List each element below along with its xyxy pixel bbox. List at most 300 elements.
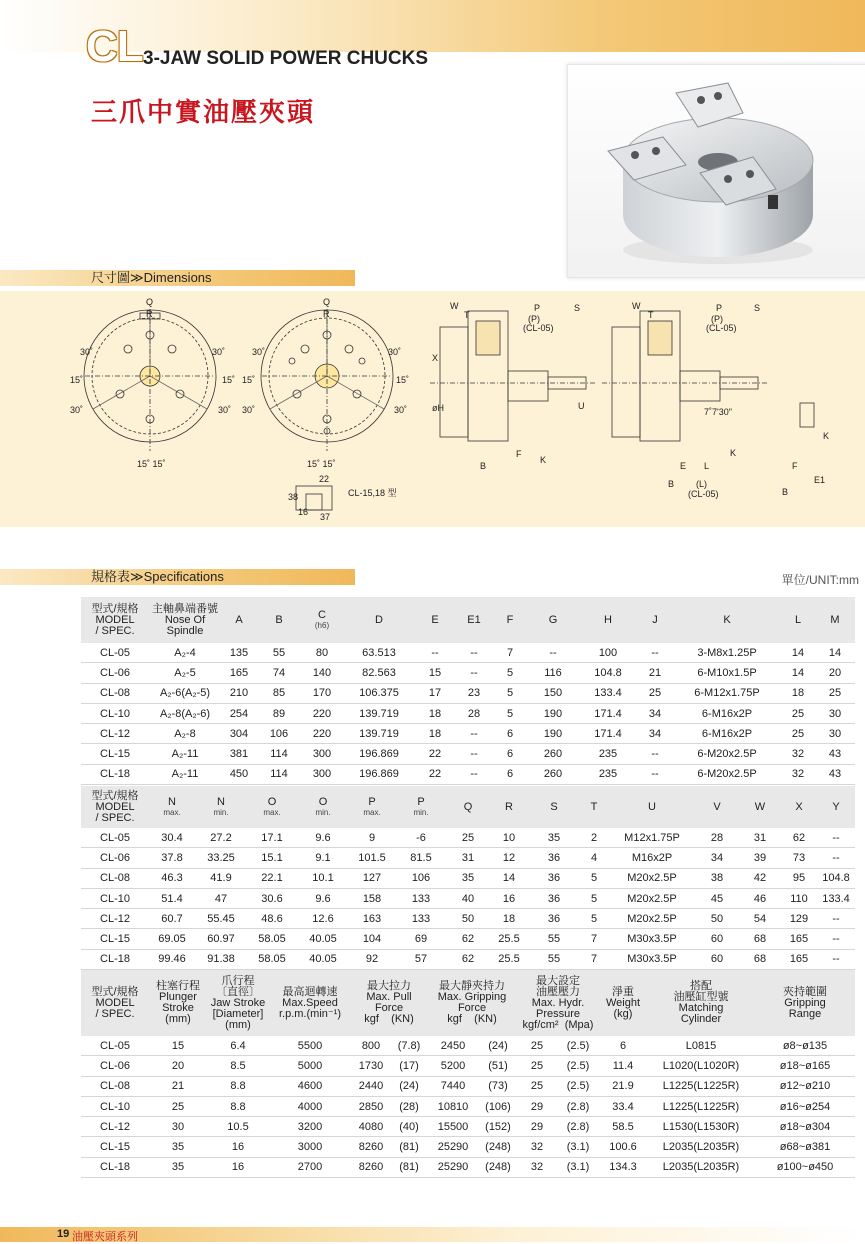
table-cell: 100.6 [599, 1137, 647, 1157]
table-cell: CL-05 [81, 643, 149, 663]
table-cell: L2035(L2035R) [647, 1137, 755, 1157]
label-cl05-1: (CL-05) [523, 323, 554, 333]
table-cell: 5200 [427, 1056, 479, 1076]
label-b-2: B [668, 479, 675, 489]
table-cell: 40.05 [297, 949, 349, 969]
label-30-d: 30˚ [218, 405, 232, 415]
table-row [81, 643, 855, 663]
weight-header: 淨重 Weight (kg) [599, 970, 647, 1036]
table-cell: 30 [149, 1117, 207, 1137]
label-s-1: S [574, 303, 581, 313]
table-cell: 129 [781, 909, 817, 929]
table-cell: (24) [391, 1076, 427, 1096]
table-cell: CL-10 [81, 888, 149, 908]
table-cell: 58.5 [599, 1117, 647, 1137]
col-t: T [579, 786, 609, 828]
table-cell: 57 [395, 949, 447, 969]
table-cell: 165 [221, 663, 257, 683]
table-cell: M20x2.5P [609, 909, 695, 929]
col-g: G [527, 597, 579, 643]
table-cell: 62 [781, 828, 817, 848]
table-cell: 18 [415, 724, 455, 744]
table-cell: (40) [391, 1117, 427, 1137]
table-cell: L0815 [647, 1036, 755, 1056]
table-cell: 15 [415, 663, 455, 683]
table-cell: 5 [493, 703, 527, 723]
table-cell: 63.513 [343, 643, 415, 663]
label-30-f: 30˚ [388, 347, 402, 357]
table-cell: 6-M16x2P [673, 724, 781, 744]
table-cell: 16 [489, 888, 529, 908]
table-cell: CL-08 [81, 868, 149, 888]
table-cell: 81.5 [395, 848, 447, 868]
table-cell: 30 [815, 724, 855, 744]
table-cell: ø12~ø210 [755, 1076, 855, 1096]
table-cell: -- [637, 643, 673, 663]
table-cell: 17 [415, 683, 455, 703]
table-cell: 82.563 [343, 663, 415, 683]
table-cell: 104 [349, 929, 395, 949]
table-cell: 8260 [351, 1137, 391, 1157]
range-header: 夾持範圍 Gripping Range [755, 970, 855, 1036]
table-cell: L1530(L1530R) [647, 1117, 755, 1137]
model-header: 型式/規格 MODEL / SPEC. [81, 597, 149, 643]
table-cell: (7.8) [391, 1036, 427, 1056]
label-t-1: T [464, 310, 470, 320]
table-cell: 6 [493, 724, 527, 744]
table-cell: -- [455, 764, 493, 784]
table-cell: 80 [301, 643, 343, 663]
table-cell: CL-06 [81, 663, 149, 683]
label-w-2: W [632, 301, 641, 311]
table-cell: 85 [257, 683, 301, 703]
table-cell: 15500 [427, 1117, 479, 1137]
table-cell: 170 [301, 683, 343, 703]
label-30-a: 30˚ [80, 347, 94, 357]
table-cell: 110 [781, 888, 817, 908]
table-cell: 32 [517, 1137, 557, 1157]
table-cell: 210 [221, 683, 257, 703]
table-cell: 47 [195, 888, 247, 908]
table-cell: (248) [479, 1137, 517, 1157]
label-lcl: (L) [696, 479, 707, 489]
table-cell: 2450 [427, 1036, 479, 1056]
label-30-g: 30˚ [242, 405, 256, 415]
table-cell: 18 [415, 703, 455, 723]
label-angle: 7˚7'30" [704, 407, 732, 417]
table-cell: 21 [149, 1076, 207, 1096]
table-cell: 50 [695, 909, 739, 929]
table-row [81, 1137, 855, 1157]
table-cell: L1225(L1225R) [647, 1076, 755, 1096]
col-v: V [695, 786, 739, 828]
table-cell: 5500 [269, 1036, 351, 1056]
table-cell: 6 [493, 764, 527, 784]
table-cell: 33.4 [599, 1096, 647, 1116]
table-cell: 101.5 [349, 848, 395, 868]
label-p-2: P [716, 303, 723, 313]
table-cell: ø8~ø135 [755, 1036, 855, 1056]
table-cell: (51) [479, 1056, 517, 1076]
table-cell: 58.05 [247, 929, 297, 949]
table-cell: 34 [637, 703, 673, 723]
table-cell: (2.5) [557, 1056, 599, 1076]
table-cell: 150 [527, 683, 579, 703]
table-cell: 9.1 [297, 848, 349, 868]
table-cell: 21.9 [599, 1076, 647, 1096]
table-cell: 32 [517, 1157, 557, 1177]
table-cell: 235 [579, 744, 637, 764]
table-cell: 260 [527, 764, 579, 784]
table-cell: 104.8 [579, 663, 637, 683]
table-row [81, 703, 855, 723]
label-b-3: B [782, 487, 789, 497]
table-cell: 25.5 [489, 929, 529, 949]
table-cell: 30.6 [247, 888, 297, 908]
table-cell: 114 [257, 744, 301, 764]
table-cell: M30x3.5P [609, 929, 695, 949]
table-cell: M12x1.75P [609, 828, 695, 848]
table-cell: 38 [695, 868, 739, 888]
table-cell: A₂-8 [149, 724, 221, 744]
spec-table-1 [81, 597, 855, 785]
table-cell: 190 [527, 724, 579, 744]
col-m: M [815, 597, 855, 643]
table-row [81, 724, 855, 744]
table-cell: ø18~ø304 [755, 1117, 855, 1137]
table-cell: 133.4 [579, 683, 637, 703]
speed-header: 最高迴轉速 Max.Speed r.p.m.(min⁻¹) [269, 970, 351, 1036]
table-cell: 6-M16x2P [673, 703, 781, 723]
table-cell: 25 [781, 724, 815, 744]
label-37: 37 [320, 512, 331, 522]
table-row [81, 1076, 855, 1096]
table-cell: 62 [447, 949, 489, 969]
table-cell: 25 [781, 703, 815, 723]
table-cell: 116 [527, 663, 579, 683]
table-cell: 300 [301, 764, 343, 784]
label-k-1: K [540, 455, 547, 465]
table-cell: 140 [301, 663, 343, 683]
label-f-3: F [792, 461, 798, 471]
col-o-min: O min. [297, 786, 349, 828]
table-cell: 6-M12x1.75P [673, 683, 781, 703]
table-row [81, 1096, 855, 1116]
table-cell: CL-05 [81, 1036, 149, 1056]
table-cell: 62 [447, 929, 489, 949]
table-cell: 106 [395, 868, 447, 888]
front-view-1 [84, 309, 216, 451]
table-cell: 381 [221, 744, 257, 764]
table-cell: 92 [349, 949, 395, 969]
chuck-illustration [568, 65, 865, 277]
pressure-header: 最大設定 油壓壓力 Max. Hydr. Pressure kgf/cm² (Mpa) [517, 970, 599, 1036]
label-30-e: 30˚ [252, 347, 266, 357]
table-cell: 14 [781, 643, 815, 663]
table-cell: 60 [695, 949, 739, 969]
label-t-2: T [648, 310, 654, 320]
table-cell: A₂-11 [149, 744, 221, 764]
table-cell: CL-06 [81, 848, 149, 868]
table-cell: 2700 [269, 1157, 351, 1177]
pull-header: 最大拉力 Max. Pull Force kgf (KN) [351, 970, 427, 1036]
table-cell: 171.4 [579, 724, 637, 744]
table-cell: 6 [599, 1036, 647, 1056]
table-cell: 36 [529, 909, 579, 929]
table-cell: 4080 [351, 1117, 391, 1137]
product-photo [567, 64, 865, 278]
table-row [81, 888, 855, 908]
table-cell: 14 [815, 643, 855, 663]
table-row [81, 1056, 855, 1076]
table-cell: CL-12 [81, 909, 149, 929]
table-cell: 139.719 [343, 703, 415, 723]
table-cell: (3.1) [557, 1137, 599, 1157]
table-cell: 54 [739, 909, 781, 929]
table-cell: 58.05 [247, 949, 297, 969]
nose-header: 主軸鼻端番號 Nose Of Spindle [149, 597, 221, 643]
table-cell: 20 [149, 1056, 207, 1076]
table-cell: 69 [395, 929, 447, 949]
table-row [81, 828, 855, 848]
table-cell: 60.7 [149, 909, 195, 929]
table-cell: 304 [221, 724, 257, 744]
table-cell: 106 [257, 724, 301, 744]
table-cell: L1225(L1225R) [647, 1096, 755, 1116]
table-cell: 25290 [427, 1157, 479, 1177]
col-a: A [221, 597, 257, 643]
table-cell: 36 [529, 868, 579, 888]
page-title-zh: 三爪中實油壓夾頭 [91, 97, 316, 127]
label-u-1: U [578, 401, 585, 411]
table-cell: 165 [781, 929, 817, 949]
table-cell: 29 [517, 1117, 557, 1137]
table-cell: 135 [221, 643, 257, 663]
table-cell: 5000 [269, 1056, 351, 1076]
table-cell: CL-18 [81, 949, 149, 969]
table-cell: 8.8 [207, 1076, 269, 1096]
table-cell: CL-18 [81, 1157, 149, 1177]
table-cell: A₂-4 [149, 643, 221, 663]
label-l-2: L [704, 461, 710, 471]
label-w-1: W [450, 301, 459, 311]
table-cell: 165 [781, 949, 817, 969]
table-cell: (17) [391, 1056, 427, 1076]
table-cell: L1020(L1020R) [647, 1056, 755, 1076]
table-cell: -- [455, 724, 493, 744]
table-cell: 2850 [351, 1096, 391, 1116]
table-cell: 22 [415, 764, 455, 784]
table-cell: 7 [579, 949, 609, 969]
table-cell: A₂-5 [149, 663, 221, 683]
table-cell: 74 [257, 663, 301, 683]
table-cell: (81) [391, 1137, 427, 1157]
table-cell: 68 [739, 929, 781, 949]
label-16: 16 [298, 507, 309, 517]
table-cell: 171.4 [579, 703, 637, 723]
table-cell: (2.8) [557, 1096, 599, 1116]
table-cell: 134.3 [599, 1157, 647, 1177]
table-cell: -- [637, 764, 673, 784]
table-cell: 25 [815, 683, 855, 703]
table-cell: (81) [391, 1157, 427, 1177]
model-header-3: 型式/規格 MODEL / SPEC. [81, 970, 149, 1036]
table-cell: 95 [781, 868, 817, 888]
table-cell: CL-18 [81, 764, 149, 784]
label-s-2: S [754, 303, 761, 313]
table-cell: 45 [695, 888, 739, 908]
table-cell: 196.869 [343, 764, 415, 784]
col-u: U [609, 786, 695, 828]
table-cell: 60.97 [195, 929, 247, 949]
table-cell: 190 [527, 703, 579, 723]
table-cell: -- [527, 643, 579, 663]
table-row [81, 1117, 855, 1137]
table-cell: 42 [739, 868, 781, 888]
table-cell: 9.6 [297, 828, 349, 848]
table-cell: 254 [221, 703, 257, 723]
table-cell: 163 [349, 909, 395, 929]
table-cell: 50 [447, 909, 489, 929]
table-cell: 6 [493, 744, 527, 764]
table-cell: 25290 [427, 1137, 479, 1157]
table-cell: ø18~ø165 [755, 1056, 855, 1076]
label-15-a: 15˚ [70, 375, 84, 385]
table-cell: CL-12 [81, 1117, 149, 1137]
table-cell: (152) [479, 1117, 517, 1137]
table-cell: 60 [695, 929, 739, 949]
label-38: 38 [288, 492, 299, 502]
table-cell: (248) [479, 1157, 517, 1177]
col-s: S [529, 786, 579, 828]
table-cell: 31 [447, 848, 489, 868]
dimension-drawings [0, 291, 865, 527]
table-cell: 1730 [351, 1056, 391, 1076]
label-15-d: 15˚ [396, 375, 410, 385]
table-cell: 133 [395, 888, 447, 908]
page-title-en: 3-JAW SOLID POWER CHUCKS [143, 48, 429, 69]
spec-table-2 [81, 786, 855, 970]
table-cell: M16x2P [609, 848, 695, 868]
footer-series: 油壓夾頭系列 [72, 1231, 138, 1243]
table-cell: L2035(L2035R) [647, 1157, 755, 1177]
table-cell: ø16~ø254 [755, 1096, 855, 1116]
table-cell: CL-05 [81, 828, 149, 848]
table-cell: A₂-6(A₂-5) [149, 683, 221, 703]
table-cell: CL-10 [81, 703, 149, 723]
grip-header: 最大靜夾持力 Max. Gripping Force kgf (KN) [427, 970, 517, 1036]
table-cell: (2.5) [557, 1036, 599, 1056]
table-row [81, 848, 855, 868]
table-cell: 127 [349, 868, 395, 888]
table-cell: 4 [579, 848, 609, 868]
table-cell: 16 [207, 1157, 269, 1177]
table-cell: 235 [579, 764, 637, 784]
table-cell: 220 [301, 703, 343, 723]
table-row [81, 764, 855, 784]
table-cell: CL-15 [81, 744, 149, 764]
col-n-min: N min. [195, 786, 247, 828]
jaw-header: 爪行程 〔直徑〕 Jaw Stroke [Diameter] (mm) [207, 970, 269, 1036]
table-cell: 39 [739, 848, 781, 868]
table-cell: -- [817, 848, 855, 868]
table-cell: 41.9 [195, 868, 247, 888]
table-cell: 35 [149, 1157, 207, 1177]
table-cell: 40.05 [297, 929, 349, 949]
table-cell: 68 [739, 949, 781, 969]
table-cell: 4600 [269, 1076, 351, 1096]
table-cell: 55.45 [195, 909, 247, 929]
cylinder-header: 搭配 油壓缸型號 Matching Cylinder [647, 970, 755, 1036]
label-15-15-b: 15˚ 15˚ [307, 459, 336, 469]
label-k-3: K [823, 431, 830, 441]
table-cell: 10.5 [207, 1117, 269, 1137]
table-cell: 8260 [351, 1157, 391, 1177]
label-pcl-1: (P) [528, 314, 540, 324]
table-row [81, 868, 855, 888]
table-cell: 23 [455, 683, 493, 703]
label-cl1518: CL-15,18 型 [348, 488, 397, 498]
col-j: J [637, 597, 673, 643]
table-cell: CL-08 [81, 683, 149, 703]
table-cell: 3000 [269, 1137, 351, 1157]
table-cell: 46 [739, 888, 781, 908]
table-cell: 40 [447, 888, 489, 908]
table-cell: 10810 [427, 1096, 479, 1116]
table-cell: A₂-11 [149, 764, 221, 784]
table-cell: 5 [579, 909, 609, 929]
table-row [81, 949, 855, 969]
table-cell: (106) [479, 1096, 517, 1116]
col-p-min: P min. [395, 786, 447, 828]
label-30-b: 30˚ [212, 347, 226, 357]
table-cell: 300 [301, 744, 343, 764]
table-cell: 25 [149, 1096, 207, 1116]
table-cell: -- [817, 909, 855, 929]
table-cell: 30 [815, 703, 855, 723]
col-h: H [579, 597, 637, 643]
table-cell: (28) [391, 1096, 427, 1116]
label-q-1: Q [146, 297, 154, 307]
col-q: Q [447, 786, 489, 828]
table-cell: 12.6 [297, 909, 349, 929]
table-cell: -- [817, 828, 855, 848]
side-section-1 [430, 311, 595, 441]
label-15-c: 15˚ [242, 375, 256, 385]
dimensions-heading: 尺寸圖≫Dimensions [91, 270, 212, 285]
table-cell: 6.4 [207, 1036, 269, 1056]
table-cell: 9.6 [297, 888, 349, 908]
table2-header [81, 786, 855, 828]
plunger-header: 柱塞行程 Plunger Stroke (mm) [149, 970, 207, 1036]
table-cell: 133 [395, 909, 447, 929]
table-cell: 3-M8x1.25P [673, 643, 781, 663]
col-k: K [673, 597, 781, 643]
table-cell: -- [455, 643, 493, 663]
table-cell: M20x2.5P [609, 888, 695, 908]
table-cell: 15.1 [247, 848, 297, 868]
table-cell: 4000 [269, 1096, 351, 1116]
table-cell: 73 [781, 848, 817, 868]
table-cell: 20 [815, 663, 855, 683]
col-d: D [343, 597, 415, 643]
table-row [81, 1036, 855, 1056]
table-cell: 36 [529, 888, 579, 908]
table-cell: -- [817, 929, 855, 949]
table-cell: 99.46 [149, 949, 195, 969]
dimensions-section-bar [0, 270, 355, 286]
model-header-2: 型式/規格 MODEL / SPEC. [81, 786, 149, 828]
